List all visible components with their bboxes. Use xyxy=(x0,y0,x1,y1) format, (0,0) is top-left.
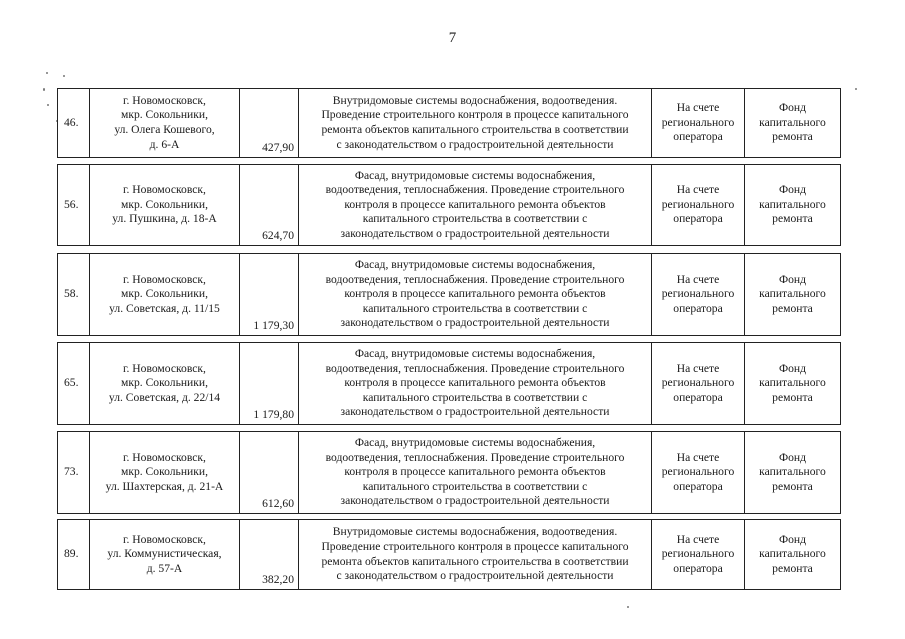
funding-source-cell: Фонд капитального ремонта xyxy=(759,183,826,226)
row-number: 65. xyxy=(58,343,90,424)
address-cell: г. Новомосковск, ул. Коммунистическая, д. 57-А xyxy=(90,520,240,589)
table-row xyxy=(57,519,841,590)
funding-source-cell: Фонд капитального ремонта xyxy=(759,101,826,144)
table-row xyxy=(57,253,841,336)
address-cell: г. Новомосковск, мкр. Сокольники, ул. Шахтерская, д. 21-А xyxy=(90,432,240,513)
table-row xyxy=(57,431,841,514)
funding-source-cell: Фонд капитального ремонта xyxy=(759,272,826,315)
area-cell: 427,90 xyxy=(240,89,299,157)
address-cell: г. Новомосковск, мкр. Сокольники, ул. Советская, д. 22/14 xyxy=(90,343,240,424)
works-cell: Фасад, внутридомовые системы водоснабжения, водоотведения, теплоснабжения. Проведение строительного контроля в процессе капитального ремонта объектов капитального строительства в соответствии с законодательством о градостроительной деятельности xyxy=(299,343,652,424)
account-cell: На счете регионального оператора xyxy=(652,520,745,589)
address-cell: г. Новомосковск, мкр. Сокольники, ул. Олега Кошевого, д. 6-А xyxy=(90,89,240,157)
works-cell: Фасад, внутридомовые системы водоснабжения, водоотведения, теплоснабжения. Проведение строительного контроля в процессе капитального ремонта объектов капитального строительства в соответствии с законодательством о градостроительной деятельности xyxy=(299,165,652,245)
table-row xyxy=(57,164,841,246)
area-cell: 382,20 xyxy=(240,520,299,589)
address-cell: г. Новомосковск, мкр. Сокольники, ул. Советская, д. 11/15 xyxy=(90,254,240,335)
address-cell: г. Новомосковск, мкр. Сокольники, ул. Пушкина, д. 18-А xyxy=(90,165,240,245)
page-number: 7 xyxy=(448,30,457,46)
area-cell: 624,70 xyxy=(240,165,299,245)
table-row xyxy=(57,342,841,425)
row-number: 56. xyxy=(58,165,90,245)
account-cell: На счете регионального оператора xyxy=(652,254,745,335)
scan-speck xyxy=(46,72,48,74)
scan-speck xyxy=(47,104,49,106)
works-cell: Фасад, внутридомовые системы водоснабжения, водоотведения, теплоснабжения. Проведение строительного контроля в процессе капитального ремонта объектов капитального строительства в соответствии с законодательством о градостроительной деятельности xyxy=(299,254,652,335)
scan-speck xyxy=(63,75,65,77)
works-cell: Внутридомовые системы водоснабжения, водоотведения. Проведение строительного контроля в процессе капитального ремонта объектов капитального строительства в соответствии с законодательством о градостроительной деятельности xyxy=(299,89,652,157)
area-cell: 612,60 xyxy=(240,432,299,513)
funding-source-cell: Фонд капитального ремонта xyxy=(759,532,826,575)
works-cell: Фасад, внутридомовые системы водоснабжения, водоотведения, теплоснабжения. Проведение строительного контроля в процессе капитального ремонта объектов капитального строительства в соответствии с законодательством о градостроительной деятельности xyxy=(299,432,652,513)
row-number: 73. xyxy=(58,432,90,513)
table-row xyxy=(57,88,841,158)
row-number: 58. xyxy=(58,254,90,335)
row-number: 46. xyxy=(58,89,90,157)
account-cell: На счете регионального оператора xyxy=(652,343,745,424)
scan-speck xyxy=(43,88,45,91)
account-cell: На счете регионального оператора xyxy=(652,165,745,245)
works-cell: Внутридомовые системы водоснабжения, водоотведения. Проведение строительного контроля в процессе капитального ремонта объектов капитального строительства в соответствии с законодательством о градостроительной деятельности xyxy=(299,520,652,589)
funding-source-cell: Фонд капитального ремонта xyxy=(759,361,826,404)
funding-source-cell: Фонд капитального ремонта xyxy=(759,450,826,493)
scan-speck xyxy=(627,606,629,608)
area-cell: 1 179,30 xyxy=(240,254,299,335)
account-cell: На счете регионального оператора xyxy=(652,89,745,157)
scan-speck xyxy=(855,88,857,90)
account-cell: На счете регионального оператора xyxy=(652,432,745,513)
row-number: 89. xyxy=(58,520,90,589)
area-cell: 1 179,80 xyxy=(240,343,299,424)
